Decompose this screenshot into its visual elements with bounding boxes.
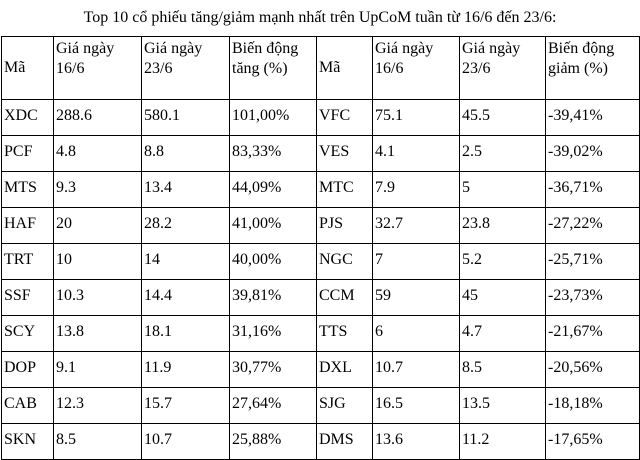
header-loss-change: Biến động giảm (%) — [546, 37, 640, 100]
gain-price-23-6-cell: 10.7 — [142, 424, 230, 460]
table-row — [2, 280, 640, 316]
table-row — [2, 136, 640, 172]
stock-table — [1, 36, 640, 460]
loss-price-16-6-cell: 16.5 — [373, 388, 460, 424]
gain-price-23-6-cell: 580.1 — [142, 100, 230, 136]
gain-change-cell: 27,64% — [230, 388, 317, 424]
gain-price-23-6-cell: 28.2 — [142, 208, 230, 244]
gain-price-23-6-cell: 15.7 — [142, 388, 230, 424]
loss-change-cell: -36,71% — [546, 172, 640, 208]
gain-price-23-6-cell: 13.4 — [142, 172, 230, 208]
loss-price-23-6-cell: 2.5 — [460, 136, 546, 172]
gain-code-cell: SCY — [2, 316, 54, 352]
loss-change-cell: -25,71% — [546, 244, 640, 280]
loss-change-cell: -39,41% — [546, 100, 640, 136]
loss-code-cell: DXL — [317, 352, 373, 388]
loss-price-23-6-cell: 5.2 — [460, 244, 546, 280]
gain-code-cell: PCF — [2, 136, 54, 172]
loss-price-23-6-cell: 13.5 — [460, 388, 546, 424]
gain-price-16-6-cell: 12.3 — [54, 388, 142, 424]
gain-price-16-6-cell: 8.5 — [54, 424, 142, 460]
gain-change-cell: 31,16% — [230, 316, 317, 352]
loss-change-cell: -27,22% — [546, 208, 640, 244]
gain-change-cell: 41,00% — [230, 208, 317, 244]
gain-price-16-6-cell: 4.8 — [54, 136, 142, 172]
table-row — [2, 100, 640, 136]
loss-price-23-6-cell: 5 — [460, 172, 546, 208]
table-row — [2, 352, 640, 388]
loss-price-23-6-cell: 45 — [460, 280, 546, 316]
gain-code-cell: SKN — [2, 424, 54, 460]
gain-code-cell: CAB — [2, 388, 54, 424]
gain-price-16-6-cell: 10.3 — [54, 280, 142, 316]
table-row — [2, 316, 640, 352]
gain-price-16-6-cell: 20 — [54, 208, 142, 244]
gain-change-cell: 25,88% — [230, 424, 317, 460]
loss-change-cell: -17,65% — [546, 424, 640, 460]
header-gain-price-23-6: Giá ngày 23/6 — [142, 37, 230, 100]
table-row — [2, 388, 640, 424]
header-gain-price-16-6: Giá ngày 16/6 — [54, 37, 142, 100]
loss-price-16-6-cell: 32.7 — [373, 208, 460, 244]
loss-change-cell: -23,73% — [546, 280, 640, 316]
table-row — [2, 244, 640, 280]
gain-code-cell: DOP — [2, 352, 54, 388]
loss-change-cell: -21,67% — [546, 316, 640, 352]
loss-code-cell: MTC — [317, 172, 373, 208]
gain-price-16-6-cell: 9.3 — [54, 172, 142, 208]
gain-code-cell: MTS — [2, 172, 54, 208]
loss-code-cell: DMS — [317, 424, 373, 460]
loss-price-16-6-cell: 4.1 — [373, 136, 460, 172]
loss-price-16-6-cell: 59 — [373, 280, 460, 316]
loss-change-cell: -39,02% — [546, 136, 640, 172]
page-title: Top 10 cổ phiếu tăng/giảm mạnh nhất trên UpCoM tuần từ 16/6 đến 23/6: — [83, 9, 557, 26]
loss-price-23-6-cell: 23.8 — [460, 208, 546, 244]
loss-change-cell: -18,18% — [546, 388, 640, 424]
header-gain-change: Biến động tăng (%) — [230, 37, 317, 100]
gain-price-16-6-cell: 10 — [54, 244, 142, 280]
loss-price-16-6-cell: 13.6 — [373, 424, 460, 460]
loss-price-23-6-cell: 4.7 — [460, 316, 546, 352]
loss-price-16-6-cell: 7 — [373, 244, 460, 280]
loss-price-23-6-cell: 8.5 — [460, 352, 546, 388]
loss-code-cell: PJS — [317, 208, 373, 244]
table-row — [2, 172, 640, 208]
gain-price-23-6-cell: 18.1 — [142, 316, 230, 352]
table-row — [2, 208, 640, 244]
gain-price-16-6-cell: 9.1 — [54, 352, 142, 388]
header-gain-code: Mã — [2, 37, 54, 100]
gain-code-cell: SSF — [2, 280, 54, 316]
gain-code-cell: TRT — [2, 244, 54, 280]
loss-price-16-6-cell: 75.1 — [373, 100, 460, 136]
loss-code-cell: SJG — [317, 388, 373, 424]
loss-code-cell: VES — [317, 136, 373, 172]
loss-code-cell: VFC — [317, 100, 373, 136]
gain-change-cell: 101,00% — [230, 100, 317, 136]
gain-change-cell: 44,09% — [230, 172, 317, 208]
gain-price-23-6-cell: 11.9 — [142, 352, 230, 388]
loss-price-16-6-cell: 10.7 — [373, 352, 460, 388]
gain-price-23-6-cell: 14 — [142, 244, 230, 280]
loss-price-23-6-cell: 11.2 — [460, 424, 546, 460]
gain-price-23-6-cell: 14.4 — [142, 280, 230, 316]
loss-code-cell: NGC — [317, 244, 373, 280]
table-row — [2, 424, 640, 460]
gain-change-cell: 83,33% — [230, 136, 317, 172]
loss-price-16-6-cell: 6 — [373, 316, 460, 352]
gain-change-cell: 39,81% — [230, 280, 317, 316]
loss-price-16-6-cell: 7.9 — [373, 172, 460, 208]
header-loss-price-23-6: Giá ngày 23/6 — [460, 37, 546, 100]
loss-code-cell: CCM — [317, 280, 373, 316]
gain-price-23-6-cell: 8.8 — [142, 136, 230, 172]
loss-change-cell: -20,56% — [546, 352, 640, 388]
gain-code-cell: HAF — [2, 208, 54, 244]
header-loss-code: Mã — [317, 37, 373, 100]
table-header-row — [2, 37, 640, 100]
gain-change-cell: 30,77% — [230, 352, 317, 388]
gain-change-cell: 40,00% — [230, 244, 317, 280]
gain-price-16-6-cell: 288.6 — [54, 100, 142, 136]
gain-price-16-6-cell: 13.8 — [54, 316, 142, 352]
gain-code-cell: XDC — [2, 100, 54, 136]
loss-code-cell: TTS — [317, 316, 373, 352]
header-loss-price-16-6: Giá ngày 16/6 — [373, 37, 460, 100]
loss-price-23-6-cell: 45.5 — [460, 100, 546, 136]
